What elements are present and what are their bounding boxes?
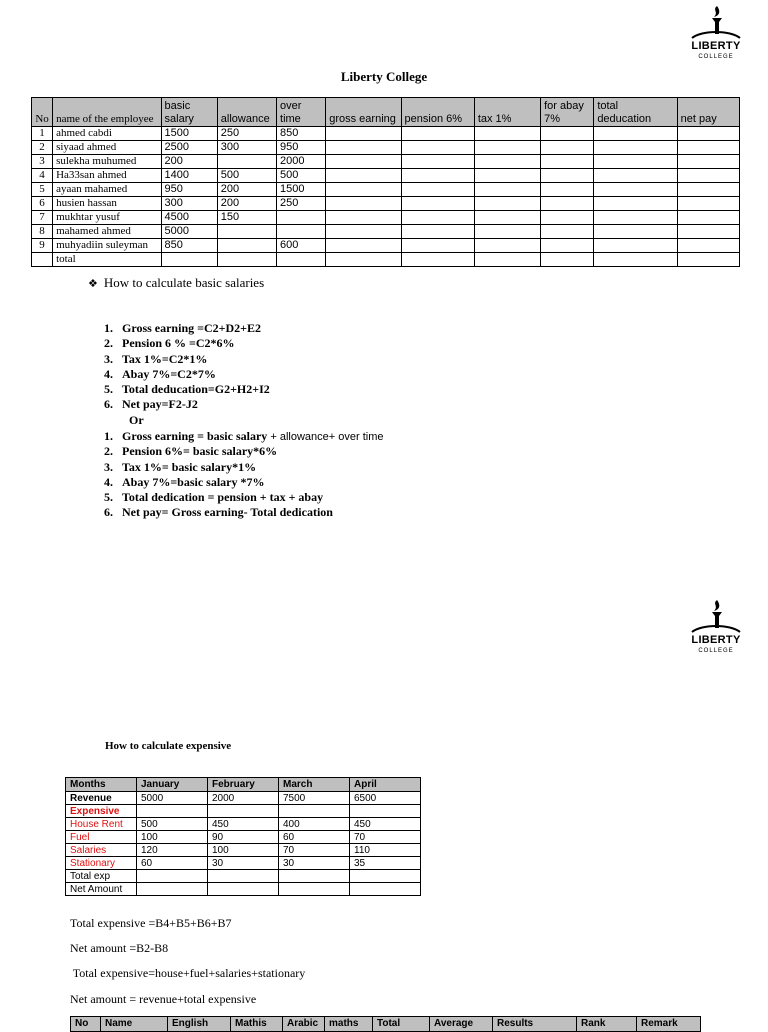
- list-number: 1.: [104, 429, 113, 443]
- table-cell: [677, 183, 739, 197]
- table-cell: [401, 211, 474, 225]
- column-header: English: [168, 1017, 231, 1032]
- table-cell: husien hassan: [53, 197, 161, 211]
- table-cell: 120: [137, 844, 208, 857]
- table-cell: [594, 225, 677, 239]
- table-row: [66, 844, 421, 857]
- table-row: [66, 870, 421, 883]
- list-number: 2.: [104, 336, 113, 351]
- table-cell: 1500: [277, 183, 326, 197]
- table-row: [32, 141, 740, 155]
- table-cell: [277, 253, 326, 267]
- table-cell: [594, 253, 677, 267]
- table-cell: 1: [32, 127, 53, 141]
- table-cell: [326, 127, 401, 141]
- table-cell: [161, 253, 217, 267]
- table-cell: 7: [32, 211, 53, 225]
- table-cell: [474, 225, 540, 239]
- table-cell: 850: [161, 239, 217, 253]
- logo-sub: COLLEGE: [698, 54, 734, 60]
- column-header: Total: [373, 1017, 430, 1032]
- table-cell: [677, 141, 739, 155]
- table-cell: mahamed ahmed: [53, 225, 161, 239]
- table-row: [32, 225, 740, 239]
- table-cell: [474, 183, 540, 197]
- table-cell: 450: [208, 818, 279, 831]
- table-cell: [541, 211, 594, 225]
- table-cell: [279, 883, 350, 896]
- column-header: Arabic: [283, 1017, 325, 1032]
- table-row: [32, 239, 740, 253]
- table-cell: [541, 197, 594, 211]
- basic-heading-text: How to calculate basic salaries: [103, 275, 265, 290]
- table-cell: [326, 155, 401, 169]
- table-cell: [594, 183, 677, 197]
- list-item: [104, 429, 383, 444]
- list-text: Net pay= Gross earning- Total dedication: [122, 505, 333, 520]
- table-cell: [594, 197, 677, 211]
- table-cell: muhyadiin suleyman: [53, 239, 161, 253]
- column-header: Months: [66, 778, 137, 792]
- table-cell: [326, 169, 401, 183]
- formula-list-cells: [104, 321, 270, 413]
- table-cell: [541, 155, 594, 169]
- table-cell: 2000: [208, 792, 279, 805]
- table-cell: 4: [32, 169, 53, 183]
- results-header-row: [71, 1017, 701, 1032]
- salary-table: [31, 97, 740, 267]
- table-cell: 150: [217, 211, 276, 225]
- table-cell: [279, 870, 350, 883]
- formula-line: Total expensive =B4+B5+B6+B7: [70, 916, 232, 930]
- table-cell: ayaan mahamed: [53, 183, 161, 197]
- table-row: [66, 857, 421, 870]
- list-text: Total deducation=G2+H2+I2: [122, 382, 270, 397]
- table-cell: 6: [32, 197, 53, 211]
- table-cell: [541, 225, 594, 239]
- table-cell: siyaad ahmed: [53, 141, 161, 155]
- list-number: 1.: [104, 321, 113, 335]
- table-cell: [32, 253, 53, 267]
- table-cell: [208, 883, 279, 896]
- column-header: Average: [430, 1017, 493, 1032]
- table-row: [32, 183, 740, 197]
- bullet-diamond-icon: ❖: [88, 277, 98, 290]
- table-cell: 200: [217, 197, 276, 211]
- column-header: Name: [101, 1017, 168, 1032]
- table-cell: Ha33san ahmed: [53, 169, 161, 183]
- table-cell: [350, 883, 421, 896]
- column-header: allowance: [217, 98, 276, 127]
- table-cell: [326, 253, 401, 267]
- table-cell: 200: [161, 155, 217, 169]
- list-item: [104, 505, 383, 520]
- table-row: [66, 831, 421, 844]
- table-cell: [677, 239, 739, 253]
- table-row: [32, 253, 740, 267]
- table-cell: 2: [32, 141, 53, 155]
- table-cell: 9: [32, 239, 53, 253]
- table-cell: [541, 141, 594, 155]
- row-label: House Rent: [66, 818, 137, 831]
- list-item: [104, 382, 270, 397]
- table-cell: 100: [137, 831, 208, 844]
- table-cell: [474, 197, 540, 211]
- table-cell: 300: [161, 197, 217, 211]
- table-cell: 60: [279, 831, 350, 844]
- document-title: Liberty College: [340, 69, 428, 84]
- table-cell: [401, 127, 474, 141]
- expensive-heading: How to calculate expensive: [105, 740, 232, 752]
- list-number: 2.: [104, 444, 113, 459]
- list-text: Gross earning = basic salary: [122, 429, 268, 443]
- table-cell: [474, 239, 540, 253]
- column-header: No: [71, 1017, 101, 1032]
- table-cell: sulekha muhumed: [53, 155, 161, 169]
- table-cell: [217, 253, 276, 267]
- table-cell: [594, 127, 677, 141]
- table-cell: 30: [208, 857, 279, 870]
- table-cell: [279, 805, 350, 818]
- table-cell: [474, 169, 540, 183]
- table-cell: 300: [217, 141, 276, 155]
- table-cell: [217, 225, 276, 239]
- row-label: Salaries: [66, 844, 137, 857]
- table-cell: 1400: [161, 169, 217, 183]
- table-cell: [401, 155, 474, 169]
- list-item: [104, 490, 383, 505]
- table-cell: [137, 870, 208, 883]
- table-cell: 35: [350, 857, 421, 870]
- column-header: Results: [493, 1017, 577, 1032]
- row-label: Expensive: [66, 805, 137, 818]
- table-cell: [326, 141, 401, 155]
- table-cell: 5000: [161, 225, 217, 239]
- table-row: [66, 883, 421, 896]
- or-label: Or: [129, 413, 144, 427]
- table-cell: [594, 211, 677, 225]
- table-cell: 90: [208, 831, 279, 844]
- column-header: February: [208, 778, 279, 792]
- torch-icon: [688, 598, 744, 634]
- table-cell: [677, 211, 739, 225]
- column-header: No: [32, 98, 53, 127]
- table-cell: [677, 169, 739, 183]
- table-cell: [326, 225, 401, 239]
- table-cell: 2500: [161, 141, 217, 155]
- table-cell: [541, 183, 594, 197]
- table-cell: ahmed cabdi: [53, 127, 161, 141]
- row-label: Revenue: [66, 792, 137, 805]
- list-text: Abay 7%=C2*7%: [122, 366, 216, 381]
- list-item: [104, 336, 270, 351]
- table-cell: [677, 225, 739, 239]
- table-cell: [277, 211, 326, 225]
- column-header: Remark: [637, 1017, 701, 1032]
- table-cell: [594, 239, 677, 253]
- list-text-extra: + allowance+ over time: [267, 431, 384, 443]
- table-cell: [677, 155, 739, 169]
- table-row: [66, 792, 421, 805]
- table-cell: [217, 239, 276, 253]
- list-item: [104, 475, 383, 490]
- list-number: 4.: [104, 474, 113, 489]
- table-cell: total: [53, 253, 161, 267]
- list-item: [104, 460, 383, 475]
- list-item: [104, 367, 270, 382]
- list-text: Net pay=F2-J2: [122, 397, 198, 412]
- table-cell: 600: [277, 239, 326, 253]
- table-cell: 950: [161, 183, 217, 197]
- table-cell: [208, 805, 279, 818]
- column-header: gross earning: [326, 98, 401, 127]
- table-row: [66, 805, 421, 818]
- list-number: 6.: [104, 505, 113, 520]
- column-header: name of the employee: [53, 98, 161, 127]
- table-cell: 500: [277, 169, 326, 183]
- list-text: Pension 6%= basic salary*6%: [122, 444, 278, 459]
- table-cell: 6500: [350, 792, 421, 805]
- basic-salary-heading: [88, 275, 264, 291]
- list-text: Tax 1%= basic salary*1%: [122, 459, 257, 474]
- logo-sub: COLLEGE: [698, 648, 734, 654]
- list-item: [104, 397, 270, 412]
- column-header: tax 1%: [474, 98, 540, 127]
- column-header: basic salary: [161, 98, 217, 127]
- table-cell: [401, 197, 474, 211]
- row-label: Stationary: [66, 857, 137, 870]
- table-cell: 30: [279, 857, 350, 870]
- liberty-logo-page2: [688, 598, 744, 658]
- list-item: [104, 321, 270, 336]
- salary-header-row: [32, 98, 740, 127]
- table-cell: [541, 127, 594, 141]
- table-row: [32, 197, 740, 211]
- table-cell: mukhtar yusuf: [53, 211, 161, 225]
- list-text: Total dedication = pension + tax + abay: [122, 490, 324, 505]
- column-header: April: [350, 778, 421, 792]
- table-cell: [677, 253, 739, 267]
- table-cell: [474, 141, 540, 155]
- table-cell: [594, 141, 677, 155]
- formula-list-words: [104, 429, 383, 521]
- row-label: Total exp: [66, 870, 137, 883]
- table-cell: 1500: [161, 127, 217, 141]
- formula-line: Total expensive=house+fuel+salaries+stationary: [70, 966, 306, 980]
- table-cell: 5000: [137, 792, 208, 805]
- column-header: for abay 7%: [541, 98, 594, 127]
- expense-header-row: [66, 778, 421, 792]
- table-cell: [474, 211, 540, 225]
- table-row: [32, 211, 740, 225]
- table-cell: [326, 211, 401, 225]
- table-cell: 500: [137, 818, 208, 831]
- table-cell: 70: [279, 844, 350, 857]
- column-header: March: [279, 778, 350, 792]
- table-cell: [594, 155, 677, 169]
- list-text: Pension 6 % =C2*6%: [122, 336, 235, 351]
- list-number: 4.: [104, 366, 113, 381]
- table-cell: [541, 239, 594, 253]
- table-cell: [326, 183, 401, 197]
- list-number: 6.: [104, 397, 113, 412]
- table-cell: 950: [277, 141, 326, 155]
- torch-icon: [688, 4, 744, 40]
- table-cell: 60: [137, 857, 208, 870]
- list-text: Tax 1%=C2*1%: [122, 351, 208, 366]
- table-cell: 500: [217, 169, 276, 183]
- table-cell: 8: [32, 225, 53, 239]
- table-cell: [677, 197, 739, 211]
- column-header: Rank: [577, 1017, 637, 1032]
- logo-word: LIBERTY: [691, 40, 741, 52]
- table-cell: 70: [350, 831, 421, 844]
- table-cell: [474, 127, 540, 141]
- row-label: Net Amount: [66, 883, 137, 896]
- table-cell: [401, 225, 474, 239]
- table-cell: [401, 239, 474, 253]
- table-cell: [401, 169, 474, 183]
- table-row: [32, 127, 740, 141]
- formula-line: Net amount =B2-B8: [70, 941, 169, 955]
- column-header: January: [137, 778, 208, 792]
- list-number: 5.: [104, 490, 113, 505]
- table-cell: 5: [32, 183, 53, 197]
- expense-table: [65, 777, 421, 896]
- results-table: [70, 1016, 701, 1032]
- formula-line: Net amount = revenue+total expensive: [70, 992, 257, 1006]
- table-cell: [401, 141, 474, 155]
- logo-word: LIBERTY: [691, 634, 741, 646]
- table-cell: [474, 155, 540, 169]
- table-row: [32, 155, 740, 169]
- table-cell: [677, 127, 739, 141]
- column-header: pension 6%: [401, 98, 474, 127]
- table-cell: [208, 870, 279, 883]
- list-text: Abay 7%=basic salary *7%: [122, 474, 265, 489]
- list-number: 3.: [104, 459, 113, 474]
- list-text: Gross earning =C2+D2+E2: [122, 321, 261, 335]
- column-header: net pay: [677, 98, 739, 127]
- table-cell: 250: [217, 127, 276, 141]
- table-cell: 4500: [161, 211, 217, 225]
- list-number: 3.: [104, 351, 113, 366]
- table-cell: [326, 239, 401, 253]
- table-cell: 100: [208, 844, 279, 857]
- table-cell: [350, 870, 421, 883]
- table-cell: [217, 155, 276, 169]
- table-cell: 250: [277, 197, 326, 211]
- table-cell: [277, 225, 326, 239]
- table-cell: 110: [350, 844, 421, 857]
- table-cell: 450: [350, 818, 421, 831]
- table-cell: [594, 169, 677, 183]
- table-cell: 850: [277, 127, 326, 141]
- column-header: over time: [277, 98, 326, 127]
- table-cell: [541, 253, 594, 267]
- list-item: [104, 352, 270, 367]
- row-label: Fuel: [66, 831, 137, 844]
- table-cell: 3: [32, 155, 53, 169]
- column-header: maths: [325, 1017, 373, 1032]
- table-cell: [541, 169, 594, 183]
- table-cell: [137, 805, 208, 818]
- list-item: [104, 444, 383, 459]
- list-number: 5.: [104, 382, 113, 397]
- table-cell: [137, 883, 208, 896]
- table-cell: [474, 253, 540, 267]
- table-cell: 400: [279, 818, 350, 831]
- table-cell: 7500: [279, 792, 350, 805]
- table-cell: 2000: [277, 155, 326, 169]
- table-row: [66, 818, 421, 831]
- table-cell: [401, 183, 474, 197]
- liberty-logo: [688, 4, 744, 64]
- table-cell: [401, 253, 474, 267]
- table-cell: 200: [217, 183, 276, 197]
- table-cell: [350, 805, 421, 818]
- column-header: total deducation: [594, 98, 677, 127]
- table-cell: [326, 197, 401, 211]
- table-row: [32, 169, 740, 183]
- column-header: Mathis: [231, 1017, 283, 1032]
